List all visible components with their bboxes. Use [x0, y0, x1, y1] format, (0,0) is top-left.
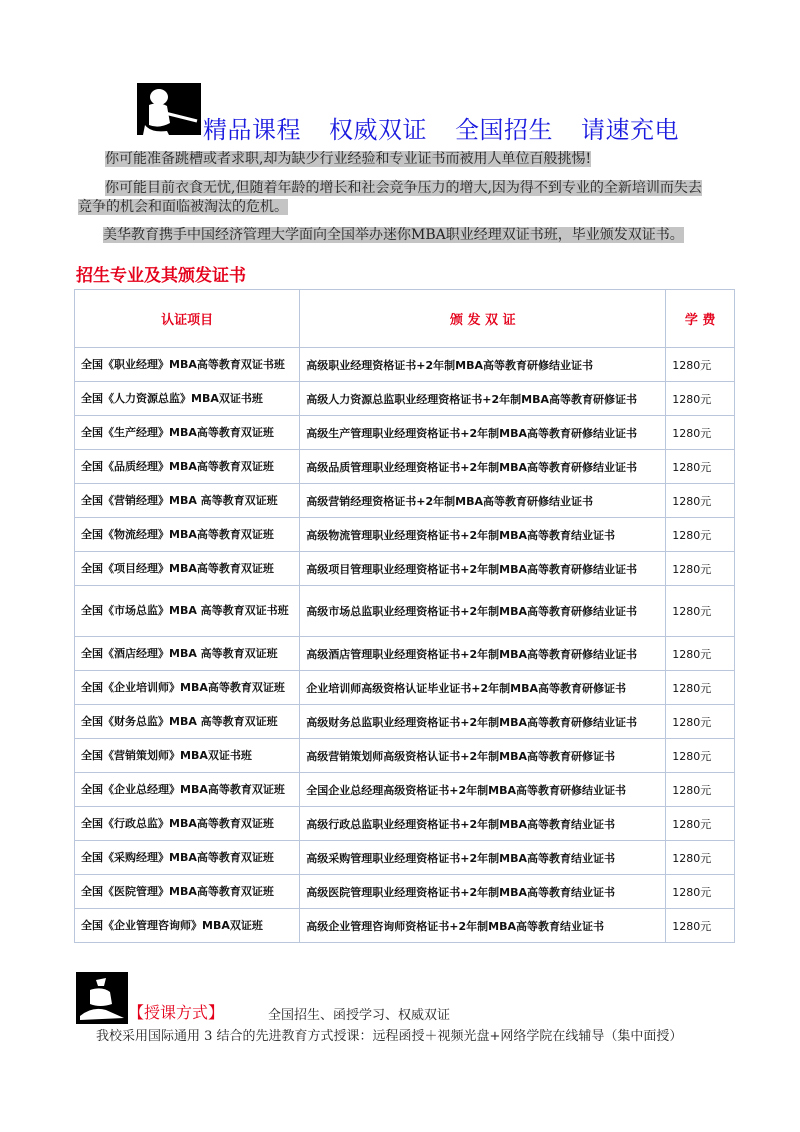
teaching-mode-title: 【授课方式】 — [128, 1003, 225, 1022]
headline-item: 请速充电 — [581, 116, 679, 144]
column-header: 颁 发 双 证 — [300, 290, 666, 348]
certificate-cell: 高级品质管理职业经理资格证书+2年制MBA高等教育研修结业证书 — [300, 450, 666, 484]
fee-cell: 1280元 — [666, 416, 735, 450]
fee-cell: 1280元 — [666, 671, 735, 705]
section-title: 招生专业及其颁发证书 — [76, 266, 246, 286]
intro-paragraph-2 — [78, 179, 718, 217]
teaching-mode-subtitle: 全国招生、函授学习、权威双证 — [268, 1008, 451, 1023]
fee-cell: 1280元 — [666, 841, 735, 875]
logo-image — [137, 83, 201, 135]
teaching-mode-description: 我校采用国际通用 3 结合的先进教育方式授课：远程函授＋视频光盘+网络学院在线辅导（集中面授） — [96, 1029, 683, 1044]
certificate-cell: 高级行政总监职业经理资格证书+2年制MBA高等教育结业证书 — [300, 807, 666, 841]
fee-cell: 1280元 — [666, 807, 735, 841]
table-row — [75, 739, 735, 773]
fee-cell: 1280元 — [666, 518, 735, 552]
certificate-cell: 高级职业经理资格证书+2年制MBA高等教育研修结业证书 — [300, 348, 666, 382]
certificate-cell: 高级酒店管理职业经理资格证书+2年制MBA高等教育研修结业证书 — [300, 637, 666, 671]
certificate-cell: 企业培训师高级资格认证毕业证书+2年制MBA高等教育研修证书 — [300, 671, 666, 705]
table-row — [75, 382, 735, 416]
program-cell: 全国《企业总经理》MBA高等教育双证班 — [75, 773, 300, 807]
certificate-cell: 高级企业管理咨询师资格证书+2年制MBA高等教育结业证书 — [300, 909, 666, 943]
program-cell: 全国《企业管理咨询师》MBA双证班 — [75, 909, 300, 943]
program-cell: 全国《项目经理》MBA高等教育双证班 — [75, 552, 300, 586]
logo-image — [76, 972, 128, 1024]
program-cell: 全国《人力资源总监》MBA双证书班 — [75, 382, 300, 416]
headline — [203, 110, 707, 145]
certificate-table — [74, 289, 735, 943]
program-cell: 全国《市场总监》MBA 高等教育双证书班 — [75, 586, 300, 637]
headline-item: 权威双证 — [329, 116, 427, 144]
fee-cell: 1280元 — [666, 739, 735, 773]
program-cell: 全国《医院管理》MBA高等教育双证班 — [75, 875, 300, 909]
program-cell: 全国《采购经理》MBA高等教育双证班 — [75, 841, 300, 875]
fee-cell: 1280元 — [666, 637, 735, 671]
table-row — [75, 637, 735, 671]
column-header: 学 费 — [666, 290, 735, 348]
table-row — [75, 450, 735, 484]
table-row — [75, 875, 735, 909]
certificate-cell: 高级营销策划师高级资格认证书+2年制MBA高等教育研修证书 — [300, 739, 666, 773]
table-row — [75, 552, 735, 586]
fee-cell: 1280元 — [666, 382, 735, 416]
column-header: 认证项目 — [75, 290, 300, 348]
program-cell: 全国《营销策划师》MBA双证书班 — [75, 739, 300, 773]
certificate-cell: 高级采购管理职业经理资格证书+2年制MBA高等教育结业证书 — [300, 841, 666, 875]
table-row — [75, 586, 735, 637]
intro-text: 美华教育携手中国经济管理大学面向全国举办迷你MBA职业经理双证书班，毕业颁发双证书。 — [103, 227, 684, 243]
intro-text: 你可能准备跳槽或者求职,却为缺少行业经验和专业证书而被用人单位百般挑惕! — [105, 151, 592, 167]
table-row — [75, 484, 735, 518]
program-cell: 全国《财务总监》MBA 高等教育双证班 — [75, 705, 300, 739]
program-cell: 全国《物流经理》MBA高等教育双证班 — [75, 518, 300, 552]
fee-cell: 1280元 — [666, 348, 735, 382]
intro-text: 你可能目前衣食无忧,但随着年龄的增长和社会竞争压力的增大,因为得不到专业的全新培训而失去 — [105, 180, 702, 196]
fee-cell: 1280元 — [666, 552, 735, 586]
program-cell: 全国《品质经理》MBA高等教育双证班 — [75, 450, 300, 484]
certificate-cell: 高级营销经理资格证书+2年制MBA高等教育研修结业证书 — [300, 484, 666, 518]
certificate-cell: 高级财务总监职业经理资格证书+2年制MBA高等教育研修结业证书 — [300, 705, 666, 739]
table-row — [75, 518, 735, 552]
headline-item: 全国招生 — [455, 116, 553, 144]
table-row — [75, 807, 735, 841]
intro-paragraph-1 — [105, 150, 591, 169]
certificate-cell: 高级人力资源总监职业经理资格证书+2年制MBA高等教育研修证书 — [300, 382, 666, 416]
certificate-cell: 高级生产管理职业经理资格证书+2年制MBA高等教育研修结业证书 — [300, 416, 666, 450]
fee-cell: 1280元 — [666, 705, 735, 739]
table-row — [75, 705, 735, 739]
certificate-cell: 高级项目管理职业经理资格证书+2年制MBA高等教育研修结业证书 — [300, 552, 666, 586]
program-cell: 全国《行政总监》MBA高等教育双证班 — [75, 807, 300, 841]
fee-cell: 1280元 — [666, 586, 735, 637]
fee-cell: 1280元 — [666, 875, 735, 909]
program-cell: 全国《职业经理》MBA高等教育双证书班 — [75, 348, 300, 382]
table-row — [75, 671, 735, 705]
program-cell: 全国《生产经理》MBA高等教育双证班 — [75, 416, 300, 450]
certificate-cell: 高级物流管理职业经理资格证书+2年制MBA高等教育结业证书 — [300, 518, 666, 552]
certificate-cell: 全国企业总经理高级资格证书+2年制MBA高等教育研修结业证书 — [300, 773, 666, 807]
table-row — [75, 909, 735, 943]
fee-cell: 1280元 — [666, 450, 735, 484]
fee-cell: 1280元 — [666, 484, 735, 518]
table-header-row — [75, 290, 735, 348]
program-cell: 全国《企业培训师》MBA高等教育双证班 — [75, 671, 300, 705]
table-row — [75, 773, 735, 807]
headline-item: 精品课程 — [203, 116, 301, 144]
fee-cell: 1280元 — [666, 773, 735, 807]
program-cell: 全国《营销经理》MBA 高等教育双证班 — [75, 484, 300, 518]
fee-cell: 1280元 — [666, 909, 735, 943]
intro-paragraph-3 — [78, 226, 684, 245]
certificate-cell: 高级市场总监职业经理资格证书+2年制MBA高等教育研修结业证书 — [300, 586, 666, 637]
certificate-cell: 高级医院管理职业经理资格证书+2年制MBA高等教育结业证书 — [300, 875, 666, 909]
program-cell: 全国《酒店经理》MBA 高等教育双证班 — [75, 637, 300, 671]
intro-text: 竞争的机会和面临被淘汰的危机。 — [78, 199, 288, 215]
table-row — [75, 348, 735, 382]
table-row — [75, 416, 735, 450]
table-row — [75, 841, 735, 875]
